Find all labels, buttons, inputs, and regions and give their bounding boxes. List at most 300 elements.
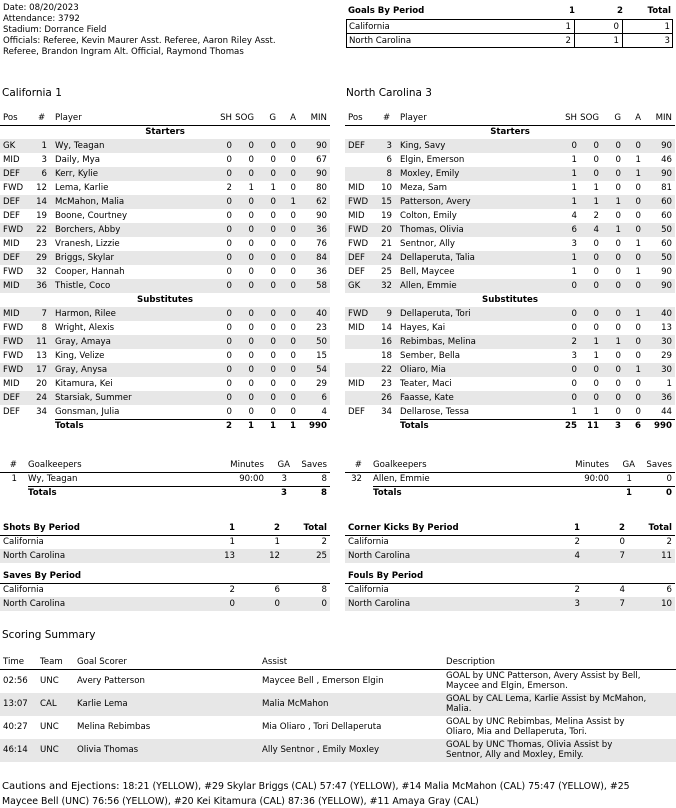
player-number: 23 xyxy=(381,379,392,389)
stat-cell: 0 xyxy=(248,337,254,347)
stat-cell: 0 xyxy=(270,281,276,291)
stat-cell: 23 xyxy=(316,323,327,333)
goal-scorer: Karlie Lema xyxy=(77,699,128,709)
totals-label: Totals xyxy=(55,421,84,431)
cell: 10 xyxy=(661,599,672,609)
stat-cell: 50 xyxy=(661,253,672,263)
player-number: 22 xyxy=(36,225,47,235)
stat-cell: 36 xyxy=(316,225,327,235)
stat-cell: 0 xyxy=(615,281,621,291)
player-number: 24 xyxy=(381,253,392,263)
cell: 2 xyxy=(545,34,575,48)
stat-cell: 0 xyxy=(248,393,254,403)
gk-saves: 8 xyxy=(321,474,327,484)
player-name: Boone, Courtney xyxy=(55,211,128,221)
stat-cell: 0 xyxy=(270,141,276,151)
col-saves: Saves xyxy=(301,460,327,470)
col-sh: SH xyxy=(565,113,577,123)
stat-cell: 0 xyxy=(226,211,232,221)
col-time: Time xyxy=(3,657,25,667)
stat-cell: 0 xyxy=(248,211,254,221)
player-name: Wy, Teagan xyxy=(55,141,105,151)
player-row xyxy=(0,167,330,181)
player-number: 20 xyxy=(36,379,47,389)
goal-description-line-1: GOAL by UNC Thomas, Olivia Assist by xyxy=(446,740,613,750)
player-name: Kerr, Kylie xyxy=(55,169,99,179)
box-header-row xyxy=(345,111,675,125)
starters-label xyxy=(345,125,675,139)
player-number: 14 xyxy=(36,197,47,207)
stat-cell: 0 xyxy=(290,169,296,179)
player-number: 19 xyxy=(36,211,47,221)
player-name: Hayes, Kai xyxy=(400,323,446,333)
stat-cell: 0 xyxy=(226,239,232,249)
col-period-1: 1 xyxy=(574,523,580,533)
col-total: Total xyxy=(303,523,327,533)
goal-scorer: Olivia Thomas xyxy=(77,745,139,755)
goal-team: CAL xyxy=(40,699,57,709)
stat-cell: 0 xyxy=(248,351,254,361)
gk-minutes: 90:00 xyxy=(239,474,264,484)
col-total: Total xyxy=(648,523,672,533)
stat-cell: 0 xyxy=(226,141,232,151)
stat-cell: 0 xyxy=(226,225,232,235)
stat-cell: 1 xyxy=(635,239,641,249)
stat-cell: 0 xyxy=(615,253,621,263)
stat-cell: 0 xyxy=(248,309,254,319)
stat-cell: 0 xyxy=(270,253,276,263)
player-name: Starsiak, Summer xyxy=(55,393,132,403)
player-name: Vranesh, Lizzie xyxy=(55,239,120,249)
col-team: Team xyxy=(40,657,63,667)
player-pos: MID xyxy=(348,379,365,389)
player-pos: DEF xyxy=(3,211,20,221)
player-name: Patterson, Avery xyxy=(400,197,471,207)
player-row xyxy=(0,377,330,391)
total-cell: 990 xyxy=(309,421,327,431)
team-name: California xyxy=(349,22,390,32)
player-number: 10 xyxy=(381,183,392,193)
table-row xyxy=(345,535,675,549)
total-cell: 11 xyxy=(587,421,599,431)
col-pos: Pos xyxy=(348,113,363,123)
stat-cell: 90 xyxy=(661,169,672,179)
gk-ga: 1 xyxy=(626,474,632,484)
stat-cell: 0 xyxy=(635,253,641,263)
player-pos: MID xyxy=(3,309,20,319)
player-row xyxy=(0,279,330,293)
table-row xyxy=(345,549,675,563)
goal-scorer: Avery Patterson xyxy=(77,676,145,686)
stat-cell: 0 xyxy=(571,393,577,403)
cell: 7 xyxy=(619,599,625,609)
col-minutes: Minutes xyxy=(575,460,609,470)
goal-row xyxy=(0,670,676,693)
player-row xyxy=(345,377,675,391)
player-pos: DEF xyxy=(3,197,20,207)
subs-label xyxy=(345,293,675,307)
stat-cell: 4 xyxy=(593,225,599,235)
stat-cell: 0 xyxy=(615,351,621,361)
player-number: 12 xyxy=(36,183,47,193)
goal-team: UNC xyxy=(40,676,59,686)
gk-row xyxy=(345,472,675,486)
stat-cell: 15 xyxy=(316,351,327,361)
stat-cell: 0 xyxy=(290,281,296,291)
stat-cell: 0 xyxy=(248,253,254,263)
player-name: Rebimbas, Melina xyxy=(400,337,476,347)
stat-cell: 44 xyxy=(661,407,672,417)
stat-cell: 2 xyxy=(226,183,232,193)
player-row xyxy=(345,209,675,223)
player-name: Thomas, Olivia xyxy=(400,225,464,235)
total-cell: 0 xyxy=(666,488,672,498)
stat-cell: 81 xyxy=(661,183,672,193)
stat-cell: 0 xyxy=(270,323,276,333)
player-number: 3 xyxy=(41,155,47,165)
player-name: Elgin, Emerson xyxy=(400,155,465,165)
stat-cell: 0 xyxy=(226,253,232,263)
unc-box-title: North Carolina 3 xyxy=(346,87,432,99)
team-name: California xyxy=(3,585,44,595)
stat-cell: 0 xyxy=(248,225,254,235)
player-number: 16 xyxy=(381,337,392,347)
col-period-2: 2 xyxy=(274,523,280,533)
player-pos: MID xyxy=(348,323,365,333)
team-name: California xyxy=(3,537,44,547)
stat-cell: 0 xyxy=(270,239,276,249)
player-name: Faasse, Kate xyxy=(400,393,454,403)
stat-cell: 76 xyxy=(316,239,327,249)
stat-cell: 90 xyxy=(661,267,672,277)
total-cell: 25 xyxy=(565,421,577,431)
gk-row xyxy=(0,472,330,486)
stat-cell: 0 xyxy=(226,337,232,347)
cell: 2 xyxy=(574,585,580,595)
player-row xyxy=(0,139,330,153)
stat-cell: 0 xyxy=(226,197,232,207)
stat-cell: 1 xyxy=(615,197,621,207)
player-row xyxy=(345,321,675,335)
stat-cell: 29 xyxy=(661,351,672,361)
player-number: 21 xyxy=(381,239,392,249)
stat-cell: 30 xyxy=(661,337,672,347)
stat-cell: 4 xyxy=(571,211,577,221)
player-number: 34 xyxy=(381,407,392,417)
period-header-row xyxy=(0,569,330,583)
stat-cell: 0 xyxy=(635,379,641,389)
stat-cell: 0 xyxy=(571,281,577,291)
player-pos: FWD xyxy=(3,323,24,333)
stat-cell: 0 xyxy=(635,323,641,333)
stat-cell: 0 xyxy=(571,309,577,319)
player-row xyxy=(345,237,675,251)
stat-cell: 1 xyxy=(593,183,599,193)
stat-cell: 0 xyxy=(290,183,296,193)
cal-box-title: California 1 xyxy=(2,87,62,99)
col-min: MIN xyxy=(310,113,327,123)
cell: 0 xyxy=(619,537,625,547)
total-cell: 990 xyxy=(654,421,672,431)
table-row xyxy=(347,20,672,34)
stat-cell: 0 xyxy=(635,407,641,417)
stat-cell: 0 xyxy=(571,141,577,151)
stat-cell: 84 xyxy=(316,253,327,263)
player-row xyxy=(0,391,330,405)
player-row xyxy=(0,265,330,279)
player-number: 20 xyxy=(381,225,392,235)
goal-time: 46:14 xyxy=(3,745,28,755)
player-name: Meza, Sam xyxy=(400,183,448,193)
period-header-row xyxy=(345,569,675,583)
stat-cell: 1 xyxy=(635,267,641,277)
player-number: 13 xyxy=(36,351,47,361)
stat-cell: 1 xyxy=(593,407,599,417)
stat-cell: 0 xyxy=(593,267,599,277)
player-name: King, Velize xyxy=(55,351,105,361)
gk-number: 1 xyxy=(11,474,17,484)
player-number: 19 xyxy=(381,211,392,221)
cautions-and-ejections xyxy=(2,779,674,808)
total-cell: 8 xyxy=(321,488,327,498)
stat-cell: 60 xyxy=(661,239,672,249)
cell: 0 xyxy=(274,599,280,609)
stat-cell: 1 xyxy=(571,267,577,277)
team-name: North Carolina xyxy=(3,599,66,609)
player-number: 34 xyxy=(36,407,47,417)
player-row xyxy=(345,391,675,405)
stat-cell: 0 xyxy=(571,323,577,333)
table-row xyxy=(0,583,330,597)
stat-cell: 40 xyxy=(316,309,327,319)
player-name: Gray, Amaya xyxy=(55,337,111,347)
cell: 1 xyxy=(545,20,575,34)
stat-cell: 0 xyxy=(290,407,296,417)
player-number: 9 xyxy=(386,309,392,319)
officials-line-1: Officials: Referee, Kevin Maurer Asst. Referee, Aaron Riley Asst. xyxy=(3,36,276,46)
gk-number: 32 xyxy=(351,474,362,484)
goal-description-line-2: Sentnor, Ally and Moxley, Emily. xyxy=(446,750,584,760)
player-pos: DEF xyxy=(348,141,365,151)
goal-description-line-2: Malia. xyxy=(446,704,472,714)
col-minutes: Minutes xyxy=(230,460,264,470)
goal-description-line-2: Oliaro, Mia and Dellaperuta, Tori. xyxy=(446,727,588,737)
player-name: Teater, Maci xyxy=(400,379,452,389)
player-name: Sember, Bella xyxy=(400,351,461,361)
cell: 4 xyxy=(574,551,580,561)
total-cell: 3 xyxy=(281,488,287,498)
goal-team: UNC xyxy=(40,722,59,732)
total-cell: 1 xyxy=(248,421,254,431)
stat-cell: 3 xyxy=(571,351,577,361)
stat-cell: 1 xyxy=(615,337,621,347)
stat-cell: 0 xyxy=(593,393,599,403)
goal-row xyxy=(0,716,676,739)
player-number: 32 xyxy=(36,267,47,277)
player-name: Cooper, Hannah xyxy=(55,267,125,277)
player-number: 6 xyxy=(386,155,392,165)
cell: 8 xyxy=(321,585,327,595)
goal-description-line-2: Maycee and Elgin, Emerson. xyxy=(446,681,568,691)
stat-cell: 0 xyxy=(270,365,276,375)
goal-assist: Malia McMahon xyxy=(262,699,329,709)
stat-cell: 0 xyxy=(270,169,276,179)
goal-assist: Maycee Bell , Emerson Elgin xyxy=(262,676,384,686)
stat-cell: 2 xyxy=(571,337,577,347)
player-row xyxy=(0,251,330,265)
player-row xyxy=(0,321,330,335)
stat-cell: 6 xyxy=(321,393,327,403)
stat-cell: 1 xyxy=(615,225,621,235)
stat-cell: 1 xyxy=(571,253,577,263)
col-period-2: 2 xyxy=(617,6,623,16)
stat-cell: 0 xyxy=(635,351,641,361)
team-name: California xyxy=(348,537,389,547)
stat-cell: 0 xyxy=(593,141,599,151)
player-number: 32 xyxy=(381,281,392,291)
player-row xyxy=(0,181,330,195)
total-cell: 3 xyxy=(615,421,621,431)
player-pos: MID xyxy=(3,379,20,389)
col-g: G xyxy=(269,113,276,123)
gk-header-row xyxy=(345,458,675,472)
player-row xyxy=(345,181,675,195)
stat-cell: 0 xyxy=(226,393,232,403)
goals-by-period-body xyxy=(346,19,673,48)
player-row xyxy=(345,139,675,153)
stat-cell: 0 xyxy=(226,309,232,319)
stat-cell: 90 xyxy=(316,169,327,179)
player-pos: DEF xyxy=(3,169,20,179)
stat-cell: 0 xyxy=(635,225,641,235)
player-name: Daily, Mya xyxy=(55,155,100,165)
player-row xyxy=(345,251,675,265)
col-num: # xyxy=(38,113,46,123)
total-cell: 1 xyxy=(290,421,296,431)
total-cell: 1 xyxy=(270,421,276,431)
stat-cell: 0 xyxy=(226,169,232,179)
stat-cell: 0 xyxy=(270,407,276,417)
stat-cell: 0 xyxy=(270,393,276,403)
stat-cell: 0 xyxy=(593,155,599,165)
game-info xyxy=(3,3,333,58)
cell: 7 xyxy=(619,551,625,561)
stat-cell: 0 xyxy=(615,141,621,151)
player-name: Oliaro, Mia xyxy=(400,365,446,375)
cell: 3 xyxy=(574,599,580,609)
cell: 13 xyxy=(224,551,235,561)
table-row xyxy=(345,597,675,611)
player-pos: GK xyxy=(3,141,16,151)
starters-heading: Starters xyxy=(145,127,185,137)
scoring-summary-title: Scoring Summary xyxy=(2,629,96,641)
stat-cell: 1 xyxy=(593,197,599,207)
col-ga: GA xyxy=(622,460,635,470)
stat-cell: 0 xyxy=(290,155,296,165)
gk-name: Allen, Emmie xyxy=(373,474,430,484)
stat-cell: 29 xyxy=(316,379,327,389)
goal-assist: Ally Sentnor , Emily Moxley xyxy=(262,745,380,755)
stat-cell: 0 xyxy=(635,337,641,347)
player-number: 7 xyxy=(41,309,47,319)
cell: 0 xyxy=(575,20,623,34)
player-name: Allen, Emmie xyxy=(400,281,457,291)
stat-cell: 0 xyxy=(593,253,599,263)
stat-cell: 1 xyxy=(270,183,276,193)
stat-cell: 1 xyxy=(593,337,599,347)
cell: 0 xyxy=(229,599,235,609)
totals-label: Totals xyxy=(400,421,429,431)
stat-cell: 30 xyxy=(661,365,672,375)
stat-cell: 0 xyxy=(226,407,232,417)
player-pos: GK xyxy=(348,281,361,291)
player-pos: MID xyxy=(3,281,20,291)
player-row xyxy=(345,153,675,167)
stat-cell: 0 xyxy=(290,239,296,249)
stat-cell: 1 xyxy=(571,155,577,165)
goal-scorer: Melina Rebimbas xyxy=(77,722,151,732)
stat-cell: 90 xyxy=(316,141,327,151)
starters-heading: Starters xyxy=(490,127,530,137)
stat-cell: 1 xyxy=(593,351,599,361)
goals-by-period-title: Goals By Period xyxy=(348,6,425,16)
gk-saves: 0 xyxy=(666,474,672,484)
stat-cell: 0 xyxy=(270,267,276,277)
stat-cell: 0 xyxy=(270,225,276,235)
stat-cell: 0 xyxy=(615,183,621,193)
stat-cell: 0 xyxy=(593,169,599,179)
player-number: 26 xyxy=(381,393,392,403)
stat-cell: 0 xyxy=(226,155,232,165)
col-pos: Pos xyxy=(3,113,18,123)
stat-cell: 1 xyxy=(571,197,577,207)
col-sog: SOG xyxy=(580,113,599,123)
totals-label: Totals xyxy=(28,488,57,498)
player-name: Sentnor, Ally xyxy=(400,239,455,249)
player-row xyxy=(0,237,330,251)
player-name: Bell, Maycee xyxy=(400,267,455,277)
cell: 2 xyxy=(229,585,235,595)
cell: 11 xyxy=(661,551,672,561)
player-name: Lema, Karlie xyxy=(55,183,109,193)
goal-row xyxy=(0,693,676,716)
player-row xyxy=(0,153,330,167)
player-row xyxy=(0,349,330,363)
player-number: 24 xyxy=(36,393,47,403)
stat-cell: 0 xyxy=(635,393,641,403)
player-pos: DEF xyxy=(3,253,20,263)
gk-totals-row xyxy=(345,486,675,500)
player-row xyxy=(345,167,675,181)
stat-cell: 0 xyxy=(270,211,276,221)
stat-cell: 0 xyxy=(593,323,599,333)
stat-cell: 0 xyxy=(226,267,232,277)
col-goalkeepers: Goalkeepers xyxy=(373,460,427,470)
col-goal-scorer: Goal Scorer xyxy=(77,657,127,667)
col-period-1: 1 xyxy=(229,523,235,533)
stat-cell: 0 xyxy=(615,393,621,403)
col-sog: SOG xyxy=(235,113,254,123)
substitutes-heading: Substitutes xyxy=(482,295,538,305)
col-ga: GA xyxy=(277,460,290,470)
player-number: 8 xyxy=(41,323,47,333)
player-row xyxy=(0,363,330,377)
col-period-2: 2 xyxy=(619,523,625,533)
table-row xyxy=(0,535,330,549)
player-name: Dellaperuta, Talia xyxy=(400,253,475,263)
stat-cell: 0 xyxy=(226,281,232,291)
stat-cell: 0 xyxy=(248,155,254,165)
